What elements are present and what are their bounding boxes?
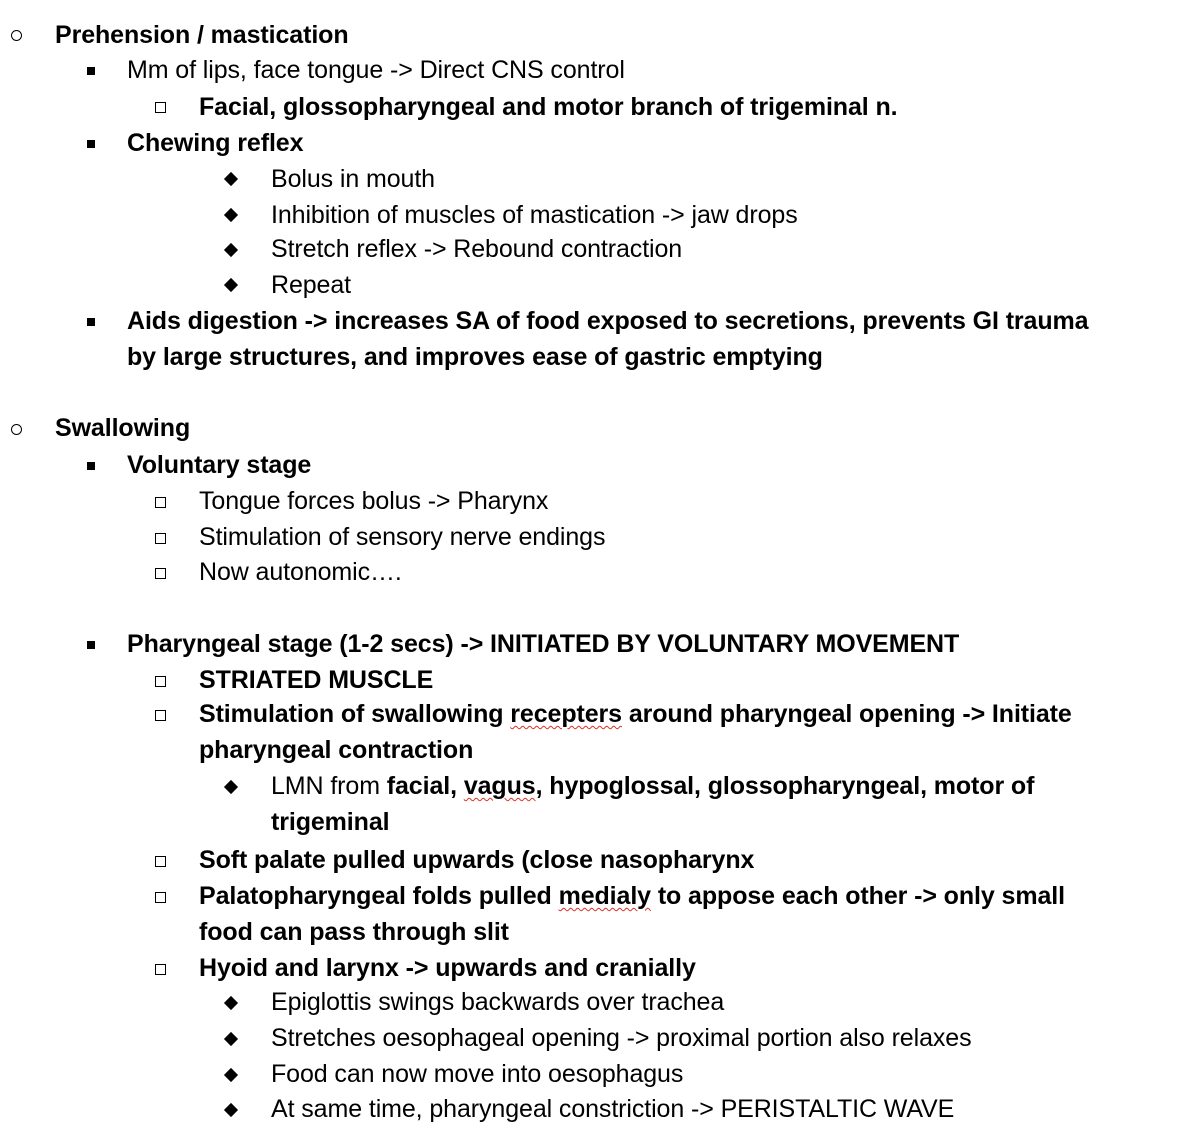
box-bullet-icon [155,568,166,579]
square-bullet-icon [87,318,95,326]
square-bullet-icon [87,641,95,649]
hyoid-line: Hyoid and larynx -> upwards and cranially [199,954,696,982]
hyoid-item: Epiglottis swings backwards over trachea [271,988,725,1016]
diamond-bullet-icon [224,1103,238,1117]
palato-text: to appose each other -> only small [650,882,1065,910]
striated-muscle: STRIATED MUSCLE [199,666,434,694]
box-bullet-icon [155,892,166,903]
square-bullet-icon [87,67,95,75]
box-bullet-icon [155,676,166,687]
voluntary-item: Now autonomic…. [199,558,402,586]
pharyngeal-stage-heading: Pharyngeal stage (1-2 secs) -> INITIATED BY VOLUNTARY MOVEMENT [127,630,960,658]
lmn-text: , hypoglossal, glossopharyngeal, motor of [535,772,1035,800]
spelling-flag[interactable]: medialy [558,882,651,910]
spelling-flag[interactable]: vagus [463,772,536,800]
chewing-step: Stretch reflex -> Rebound contraction [271,235,683,263]
spelling-flag[interactable]: recepters [510,700,622,728]
circle-bullet-icon [11,424,22,435]
diamond-bullet-icon [224,278,238,292]
lmn-text: LMN from [271,772,387,800]
diamond-bullet-icon [224,172,238,186]
nerves-line: Facial, glossopharyngeal and motor branch of trigeminal n. [199,93,898,121]
diamond-bullet-icon [224,1032,238,1046]
palatopharyngeal-line-2: food can pass through slit [199,918,509,946]
box-bullet-icon [155,102,166,113]
hyoid-item: At same time, pharyngeal constriction -> PERISTALTIC WAVE [271,1095,955,1123]
voluntary-item: Stimulation of sensory nerve endings [199,523,606,551]
aids-line-2: by large structures, and improves ease of gastric emptying [127,343,823,371]
chewing-step: Bolus in mouth [271,165,435,193]
stimulation-line-2: pharyngeal contraction [199,736,474,764]
palato-text: Palatopharyngeal folds pulled [199,882,559,910]
box-bullet-icon [155,856,166,867]
stim-text: Stimulation of swallowing [199,700,511,728]
box-bullet-icon [155,533,166,544]
lmn-text: facial, [386,772,464,800]
circle-bullet-icon [11,30,22,41]
heading-prehension: Prehension / mastication [55,21,349,49]
diamond-bullet-icon [224,996,238,1010]
heading-swallowing: Swallowing [55,414,191,442]
chewing-step: Repeat [271,271,352,299]
box-bullet-icon [155,710,166,721]
hyoid-item: Stretches oesophageal opening -> proximal portion also relaxes [271,1024,972,1052]
diamond-bullet-icon [224,243,238,257]
aids-line-1: Aids digestion -> increases SA of food exposed to secretions, prevents GI trauma [127,307,1089,335]
box-bullet-icon [155,497,166,508]
diamond-bullet-icon [224,780,238,794]
diamond-bullet-icon [224,1068,238,1082]
lmn-line-1 [271,768,1034,804]
chewing-step: Inhibition of muscles of mastication -> jaw drops [271,201,798,229]
diamond-bullet-icon [224,208,238,222]
square-bullet-icon [87,140,95,148]
chewing-reflex-heading: Chewing reflex [127,129,304,157]
hyoid-item: Food can now move into oesophagus [271,1060,684,1088]
stimulation-line-1 [199,696,1072,732]
box-bullet-icon [155,964,166,975]
mm-line: Mm of lips, face tongue -> Direct CNS control [127,56,625,84]
voluntary-item: Tongue forces bolus -> Pharynx [199,487,549,515]
soft-palate-line: Soft palate pulled upwards (close nasopharynx [199,846,755,874]
voluntary-stage-heading: Voluntary stage [127,451,312,479]
palatopharyngeal-line-1 [199,878,1065,914]
lmn-line-2: trigeminal [271,808,390,836]
stim-text: around pharyngeal opening -> Initiate [621,700,1072,728]
square-bullet-icon [87,462,95,470]
